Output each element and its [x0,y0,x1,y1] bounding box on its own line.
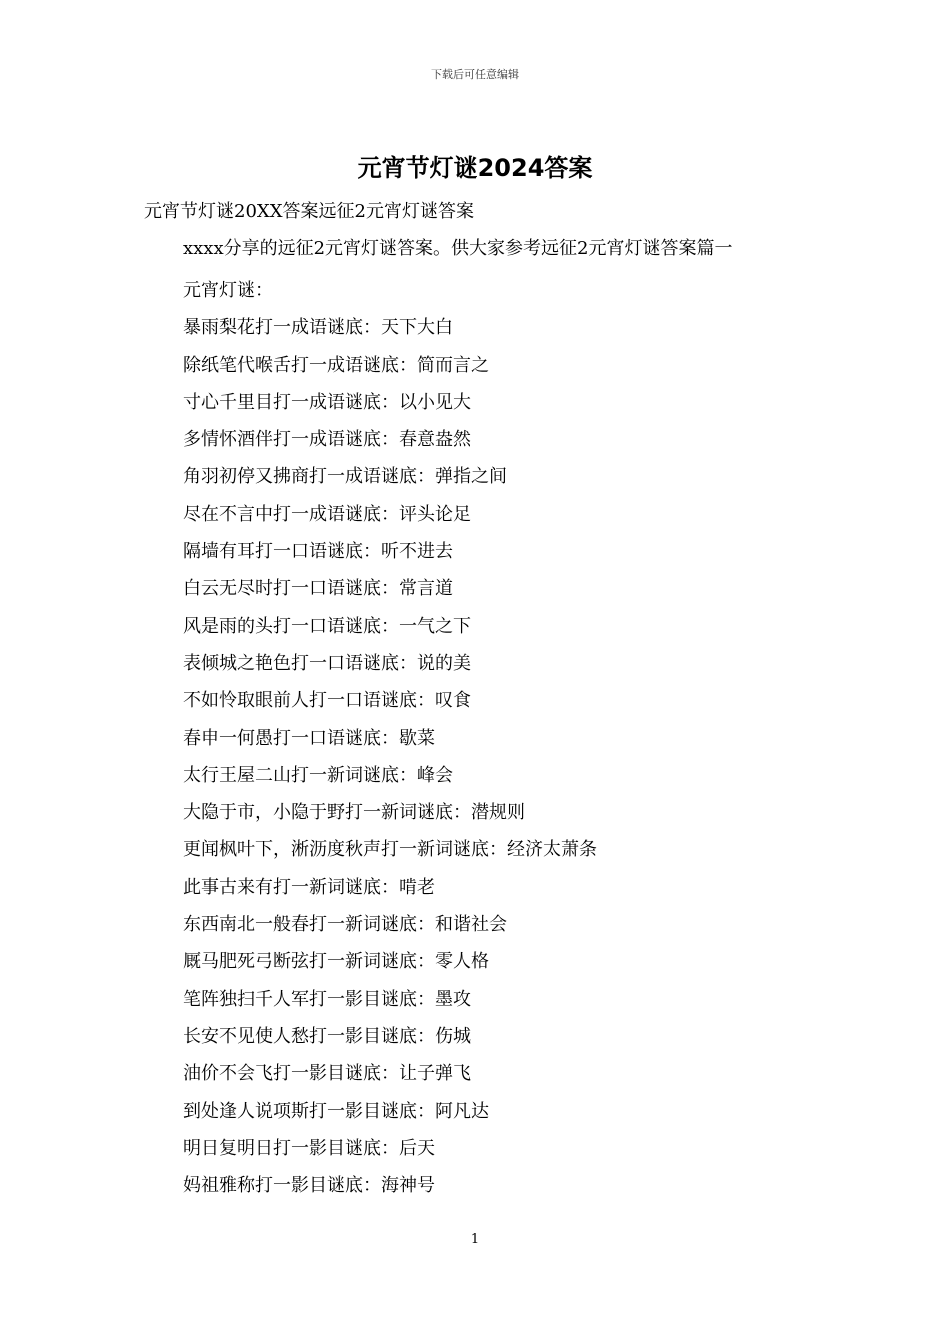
riddle-line: 隔墙有耳打一口语谜底：听不进去 [183,541,453,563]
riddle-line: 油价不会飞打一影目谜底：让子弹飞 [183,1063,471,1085]
riddle-line: 明日复明日打一影目谜底：后天 [183,1137,435,1159]
riddle-line: 更闻枫叶下，淅沥度秋声打一新词谜底：经济太萧条 [183,839,597,861]
document-subtitle: 元宵节灯谜20XX答案远征2元宵灯谜答案 [144,201,474,222]
riddle-line: 多情怀酒伴打一成语谜底：春意盎然 [183,429,471,451]
riddle-line: 到处逢人说项斯打一影目谜底：阿凡达 [183,1100,489,1122]
intro-paragraph: xxxx分享的远征2元宵灯谜答案。供大家参考远征2元宵灯谜答案篇一 [183,238,733,259]
header-note: 下载后可任意编辑 [431,68,519,81]
riddle-line: 风是雨的头打一口语谜底：一气之下 [183,615,471,637]
riddle-line: 春申一何愚打一口语谜底：歇菜 [183,727,435,749]
riddle-line: 长安不见使人愁打一影目谜底：伤城 [183,1025,471,1047]
riddle-section-heading: 元宵灯谜： [183,280,273,301]
riddle-line: 暴雨梨花打一成语谜底：天下大白 [183,317,453,339]
riddle-line: 白云无尽时打一口语谜底：常言道 [183,578,453,600]
page-number: 1 [470,1232,480,1247]
riddle-line: 此事古来有打一新词谜底：啃老 [183,876,435,898]
riddle-line: 厩马肥死弓断弦打一新词谜底：零人格 [183,951,489,973]
riddle-line: 太行王屋二山打一新词谜底：峰会 [183,764,453,786]
riddle-line: 角羽初停又拂商打一成语谜底：弹指之间 [183,466,507,488]
riddle-line: 寸心千里目打一成语谜底：以小见大 [183,391,471,413]
riddle-line: 大隐于市，小隐于野打一新词谜底：潜规则 [183,802,525,824]
riddle-line: 不如怜取眼前人打一口语谜底：叹食 [183,690,471,712]
riddle-line: 尽在不言中打一成语谜底：评头论足 [183,503,471,525]
riddle-list [183,272,597,1204]
riddle-line: 表倾城之艳色打一口语谜底：说的美 [183,652,471,674]
riddle-line: 除纸笔代喉舌打一成语谜底：简而言之 [183,354,489,376]
riddle-line: 东西南北一般春打一新词谜底：和谐社会 [183,914,507,936]
riddle-line: 妈祖雅称打一影目谜底：海神号 [183,1175,435,1197]
document-title: 元宵节灯谜2024答案 [357,154,593,182]
riddle-line: 笔阵独扫千人军打一影目谜底：墨攻 [183,988,471,1010]
